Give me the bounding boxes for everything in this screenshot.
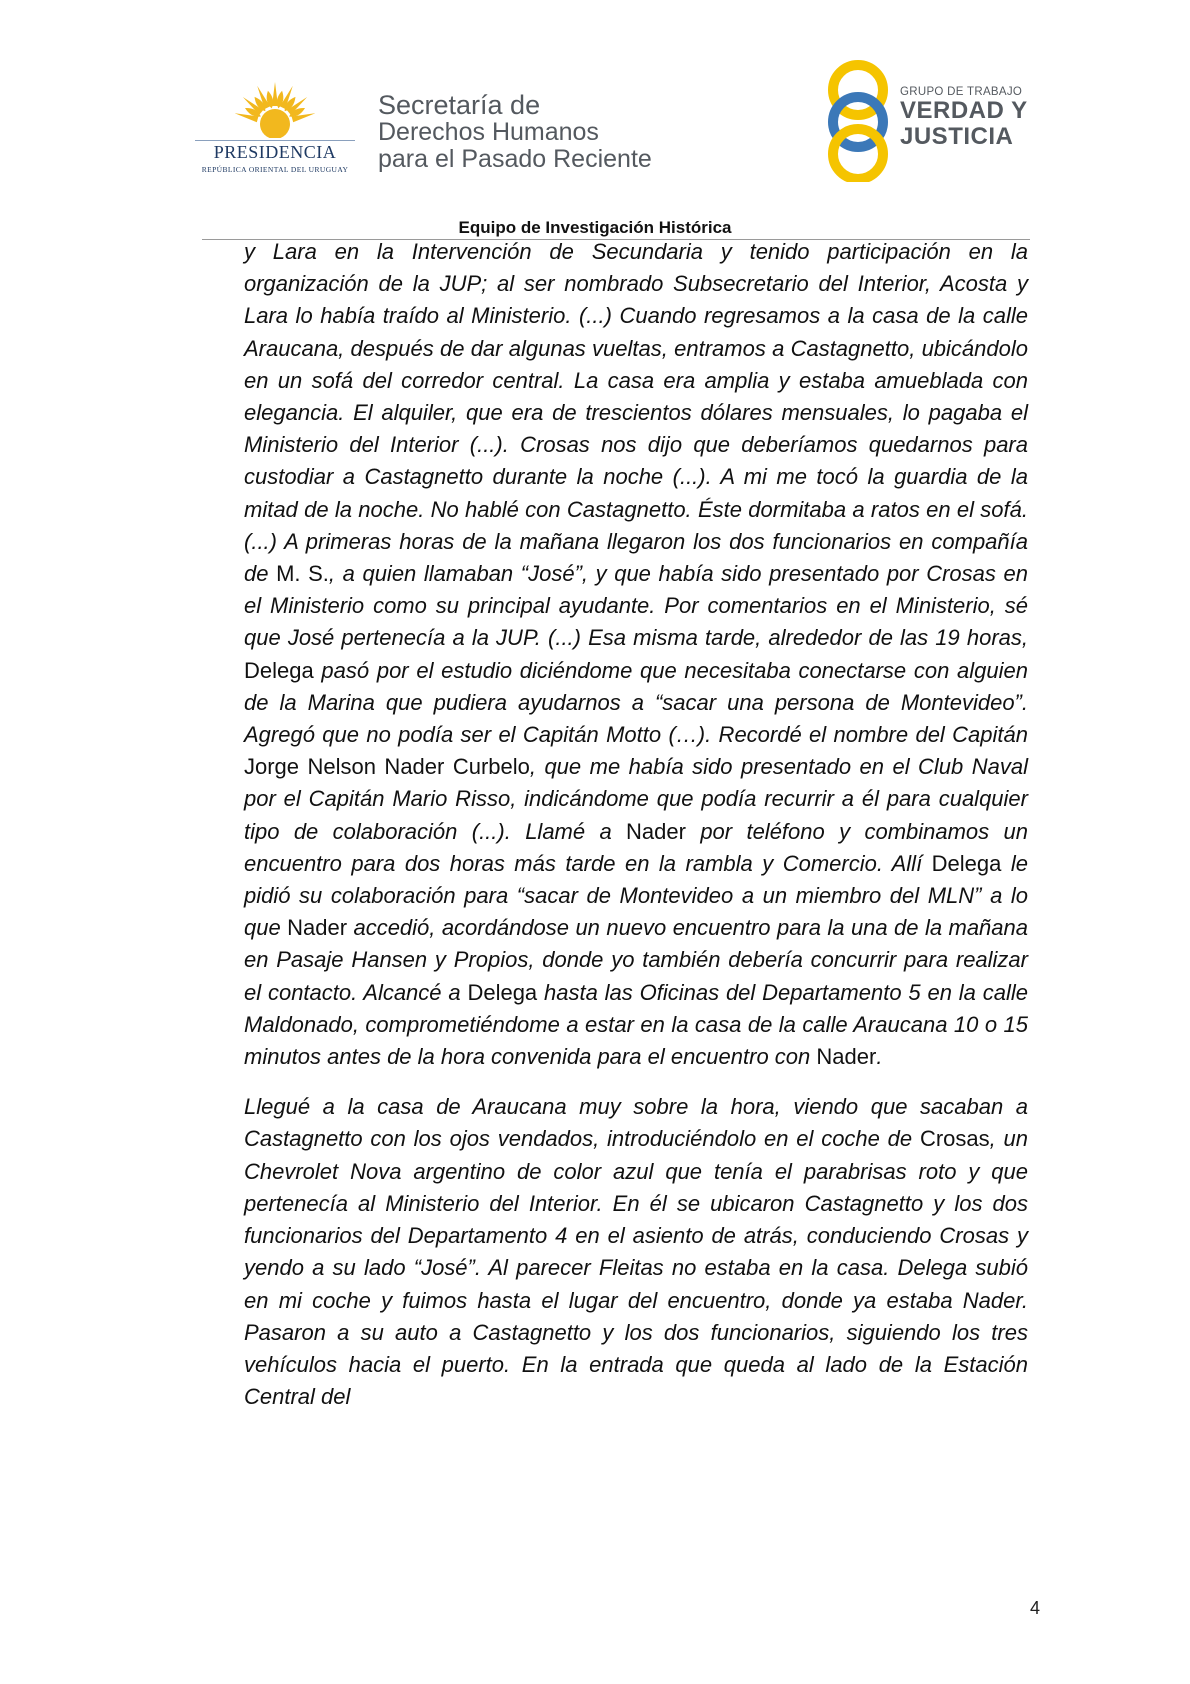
- text-run: , un Chevrolet Nova argentino de color azul que tenía el parabrisas roto y que pertenecía al Ministerio del Interior. En él se ubicaron Castagnetto y los dos funcionarios del Departamento 4 en el asiento de atrás, conduciendo Crosas y yendo a su lado “José”. Al parecer Fleitas no estaba en la casa. Delega subió en mi coche y fuimos hasta el lugar del encuentro, donde ya estaba Nader. Pasaron a su auto a Castagnetto y los dos funcionarios, siguiendo los tres vehículos hacia el puerto. En la entrada que queda al lado de la Estación Central del: [244, 1126, 1028, 1410]
- text-run: hasta las Oficinas del Departamento 5 en la calle Maldonado, comprometiéndome a estar en la casa de la calle Araucana 10 o 15 minutos antes de la hora convenida para el encuentro con: [244, 979, 1028, 1070]
- interlocked-rings-icon: [822, 58, 898, 182]
- text-run: Nader: [816, 1044, 877, 1070]
- text-run: le pidió su colaboración para “sacar de Montevideo a un miembro del MLN” a lo que: [244, 850, 1028, 941]
- text-run: , que me había sido presentado en el Club Naval por el Capitán Mario Risso, indicándome que podía recurrir a él para cualquier tipo de colaboración (...). Llamé a: [244, 754, 1028, 844]
- text-run: accedió, acordándose un nuevo encuentro para la una de la mañana en Pasaje Hansen y Propios, donde yo también debería concurrir para realizar el contacto. Alcancé a: [244, 915, 1028, 1005]
- text-run: pasó por el estudio diciéndome que necesitaba conectarse con alguien de la Marina que pudiera ayudarnos a “sacar una persona de Montevideo”. Agregó que no podía ser el Capitán Motto (…). Recordé el nombre del Capitán: [244, 657, 1028, 748]
- text-run: , a quien llamaban “José”, y que había sido presentado por Crosas en el Ministerio como su principal ayudante. Por comentarios en el Ministerio, sé que José pertenecía a la JUP. (...) Esa misma tarde, alrededor de las 19 horas,: [244, 561, 1028, 651]
- verdad-y-label: VERDAD Y: [900, 97, 1028, 124]
- text-run: Delega: [244, 657, 314, 683]
- secretaria-line-1: Secretaría de: [378, 90, 541, 120]
- presidencia-divider: [195, 140, 355, 141]
- text-run: por teléfono y combinamos un encuentro para dos horas más tarde en la rambla y Comercio. Allí: [244, 818, 1028, 876]
- grupo-de-trabajo-label: GRUPO DE TRABAJO: [900, 86, 1023, 98]
- text-run: .: [876, 1044, 883, 1070]
- page-number: 4: [1029, 1598, 1040, 1618]
- text-run: Crosas: [919, 1126, 990, 1152]
- text-run: Delega: [931, 850, 1002, 876]
- verdad-justicia-text: [900, 86, 1028, 150]
- secretaria-line-2: Derechos Humanos: [378, 118, 599, 146]
- text-run: Jorge Nelson Nader Curbelo: [244, 754, 530, 780]
- secretaria-logo-text: [378, 92, 708, 173]
- presidencia-logo: [195, 80, 355, 180]
- presidencia-name: PRESIDENCIA: [213, 142, 337, 162]
- text-run: y Lara en la Intervención de Secundaria y tenido participación en la organización de la JUP; al ser nombrado Subsecretario del Interior, Acosta y Lara lo había traído al Ministerio. (...) Cuando regresamos a la casa de la calle Araucana, después de dar algunas vueltas, entramos a Castagnetto, ubicándolo en un sofá del corredor central. La casa era amplia y estaba amueblada con elegancia. El alquiler, que era de trescientos dólares mensuales, lo pagaba el Ministerio del Interior (...). Crosas nos dijo que deberíamos quedarnos para custodiar a Castagnetto durante la noche (...). A mi me tocó la guardia de la mitad de la noche. No hablé con Castagnetto. Éste dormitaba a ratos en el sofá. (...) A primeras horas de la mañana llegaron los dos funcionarios en compañía de: [244, 239, 1028, 587]
- secretaria-line-3: para el Pasado Reciente: [378, 145, 652, 173]
- team-title: Equipo de Investigación Histórica: [458, 218, 732, 237]
- text-run: Nader: [626, 818, 686, 844]
- presidencia-subtitle: REPÚBLICA ORIENTAL DEL URUGUAY: [201, 165, 349, 174]
- text-run: Delega: [467, 979, 538, 1005]
- page-header: [0, 0, 1190, 220]
- justicia-label: JUSTICIA: [900, 123, 1014, 150]
- sun-emblem-icon: [235, 80, 315, 142]
- text-run: Llegué a la casa de Araucana muy sobre la hora, viendo que sacaban a Castagnetto con los ojos vendados, introduciéndolo en el coche de: [244, 1094, 1028, 1152]
- text-run: Nader: [287, 915, 348, 941]
- text-run: M. S.: [276, 561, 329, 587]
- document-body: [244, 236, 1028, 1413]
- paragraph: [244, 236, 1028, 1073]
- verdad-justicia-logo: [822, 58, 1052, 178]
- paragraph: [244, 1091, 1028, 1413]
